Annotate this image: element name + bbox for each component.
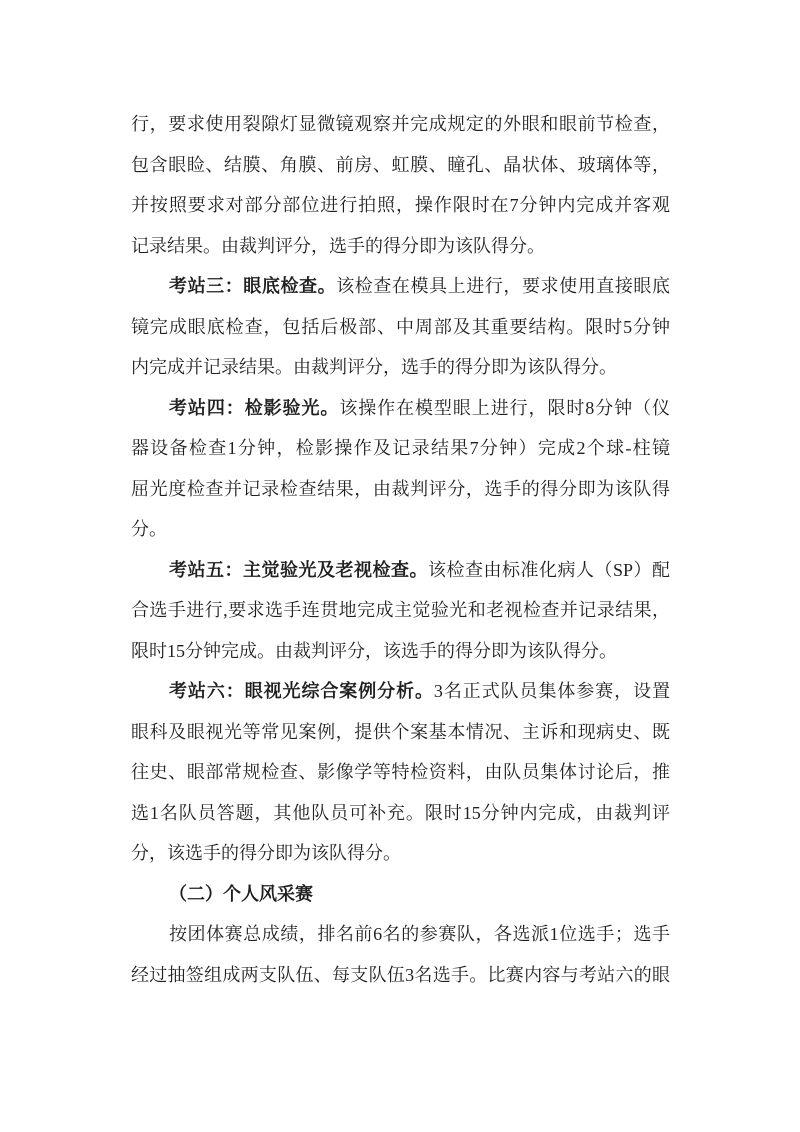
text-segment: 分。 (131, 519, 167, 539)
text-line (131, 833, 670, 874)
text-line (131, 793, 670, 834)
text-segment: 行，要求使用裂隙灯显微镜观察并完成规定的外眼和眼前节检查， (131, 114, 670, 134)
text-segment: 按团体赛总成绩，排名前6名的参赛队，各选派1位选手；选手 (169, 924, 670, 944)
text-line (131, 671, 670, 712)
text-segment: 眼科及眼视光等常见案例，提供个案基本情况、主诉和现病史、既 (131, 721, 670, 742)
text-line (131, 631, 670, 672)
text-line (131, 712, 670, 753)
text-segment: 合选手进行,要求选手连贯地完成主觉验光和老视检查并记录结果， (131, 600, 670, 620)
bold-text-segment: 考站三：眼底检查。 (169, 276, 337, 296)
text-segment: 记录结果。由裁判评分，选手的得分即为该队得分。 (131, 235, 545, 256)
text-segment: 该检查由标准化病人（SP）配 (427, 559, 670, 580)
text-segment: 器设备检查1分钟，检影操作及记录结果7分钟）完成2个球-柱镜 (131, 438, 670, 458)
text-line (131, 590, 670, 631)
text-line (131, 752, 670, 793)
bold-text-segment: （二）个人风采赛 (169, 883, 313, 904)
text-segment: 内完成并记录结果。由裁判评分，选手的得分即为该队得分。 (131, 357, 617, 377)
text-segment: 经过抽签组成两支队伍、每支队伍3名选手。比赛内容与考站六的眼 (131, 964, 670, 985)
text-line (131, 509, 670, 550)
text-segment: 选1名队员答题，其他队员可补充。限时15分钟内完成，由裁判评 (131, 802, 670, 823)
text-segment: 3名正式队员集体参赛，设置 (433, 681, 670, 701)
text-line (131, 914, 670, 955)
text-line (131, 145, 670, 186)
text-segment: 分，该选手的得分即为该队得分。 (131, 843, 401, 863)
text-segment: 镜完成眼底检查，包括后极部、中周部及其重要结构。限时5分钟 (131, 316, 670, 337)
text-line (131, 874, 670, 915)
bold-text-segment: 考站五：主觉验光及老视检查。 (169, 559, 428, 580)
text-line (131, 226, 670, 267)
text-segment: 屈光度检查并记录检查结果，由裁判评分，选手的得分即为该队得 (131, 478, 670, 499)
bold-text-segment: 考站六：眼视光综合案例分析。 (169, 681, 434, 701)
text-line (131, 428, 670, 469)
text-line (131, 266, 670, 307)
text-segment: 并按照要求对部分部位进行拍照，操作限时在7分钟内完成并客观 (131, 195, 670, 215)
text-line (131, 307, 670, 348)
text-line (131, 104, 670, 145)
text-line (131, 185, 670, 226)
page-body (131, 104, 670, 995)
text-segment: 包含眼睑、结膜、角膜、前房、虹膜、瞳孔、晶状体、玻璃体等， (131, 154, 670, 175)
text-line (131, 469, 670, 510)
text-segment: 往史、眼部常规检查、影像学等特检资料，由队员集体讨论后，推 (131, 762, 670, 782)
text-segment: 该操作在模型眼上进行，限时8分钟（仪 (339, 397, 671, 418)
text-segment: 限时15分钟完成。由裁判评分，该选手的得分即为该队得分。 (131, 640, 617, 661)
text-segment: 该检查在模具上进行，要求使用直接眼底 (336, 276, 671, 296)
text-line (131, 347, 670, 388)
text-line (131, 955, 670, 996)
text-line (131, 388, 670, 429)
text-line (131, 550, 670, 591)
bold-text-segment: 考站四：检影验光。 (169, 397, 340, 418)
